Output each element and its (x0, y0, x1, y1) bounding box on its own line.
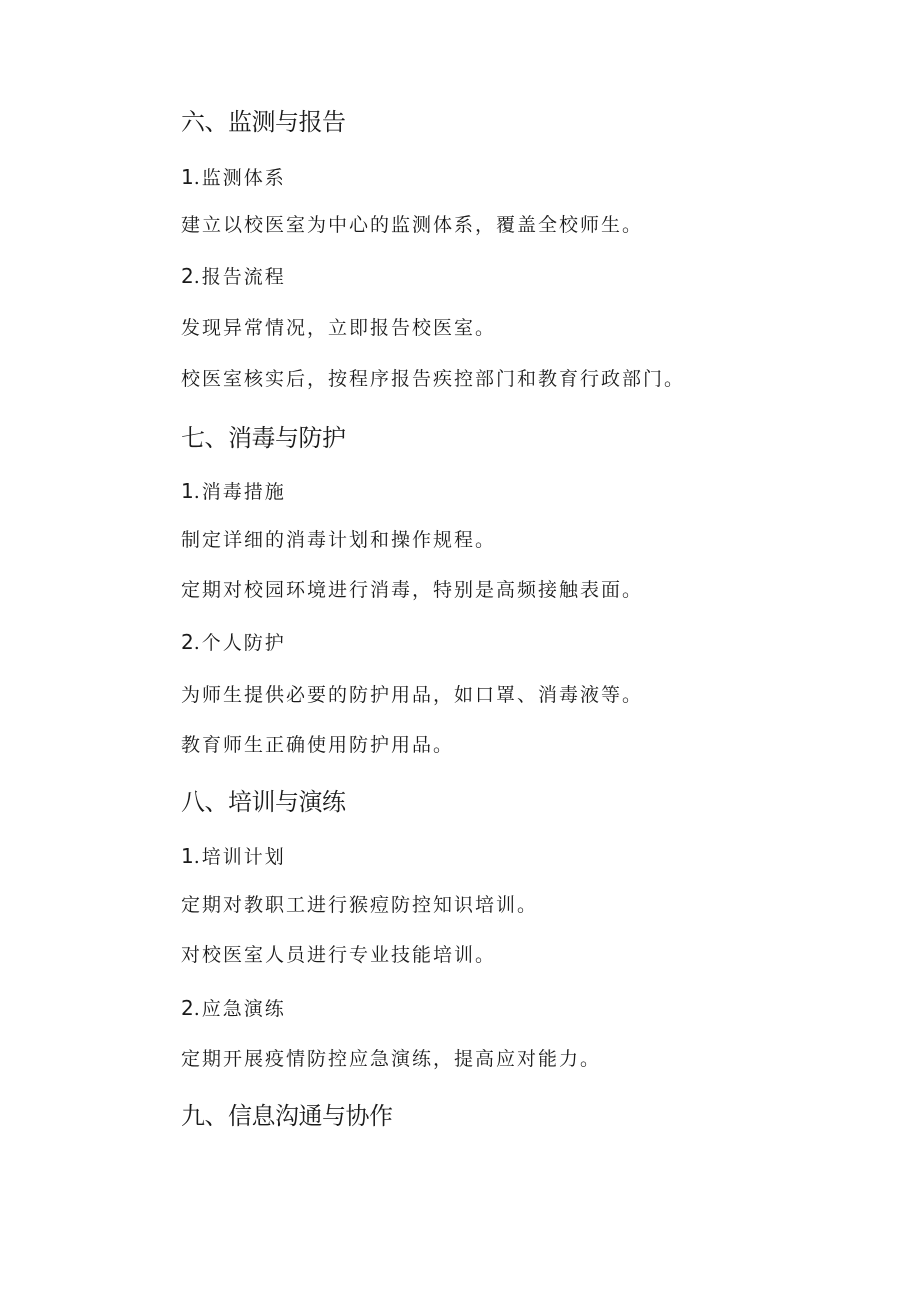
paragraph: 定期对教职工进行猴痘防控知识培训。 (181, 894, 539, 916)
subsection-title: .应急演练 (193, 998, 286, 1020)
subsection-title: .消毒措施 (193, 481, 286, 503)
subsection-title: .培训计划 (193, 846, 286, 868)
subsection-heading (181, 167, 286, 188)
paragraph: 建立以校医室为中心的监测体系，覆盖全校师生。 (181, 214, 644, 236)
paragraph: 定期开展疫情防控应急演练，提高应对能力。 (181, 1048, 602, 1070)
section-heading-7: 七、消毒与防护 (181, 424, 346, 452)
subsection-heading (181, 632, 286, 653)
subsection-title: .报告流程 (193, 266, 286, 288)
subsection-heading (181, 846, 286, 867)
subsection-number: 1 (181, 844, 194, 868)
subsection-heading (181, 266, 286, 287)
paragraph: 教育师生正确使用防护用品。 (181, 734, 455, 756)
paragraph: 对校医室人员进行专业技能培训。 (181, 944, 497, 966)
subsection-number: 2 (181, 264, 194, 288)
paragraph: 制定详细的消毒计划和操作规程。 (181, 529, 497, 551)
subsection-number: 2 (181, 996, 194, 1020)
subsection-title: .个人防护 (193, 632, 286, 654)
subsection-title: .监测体系 (193, 167, 286, 189)
paragraph: 发现异常情况，立即报告校医室。 (181, 317, 497, 339)
paragraph: 校医室核实后，按程序报告疾控部门和教育行政部门。 (181, 368, 686, 390)
section-heading-6: 六、监测与报告 (181, 108, 346, 136)
section-heading-8: 八、培训与演练 (181, 788, 346, 816)
subsection-number: 1 (181, 165, 194, 189)
subsection-number: 1 (181, 479, 194, 503)
subsection-number: 2 (181, 630, 194, 654)
subsection-heading (181, 998, 286, 1019)
paragraph: 为师生提供必要的防护用品，如口罩、消毒液等。 (181, 684, 644, 706)
paragraph: 定期对校园环境进行消毒，特别是高频接触表面。 (181, 579, 644, 601)
section-heading-9: 九、信息沟通与协作 (181, 1102, 393, 1130)
subsection-heading (181, 481, 286, 502)
